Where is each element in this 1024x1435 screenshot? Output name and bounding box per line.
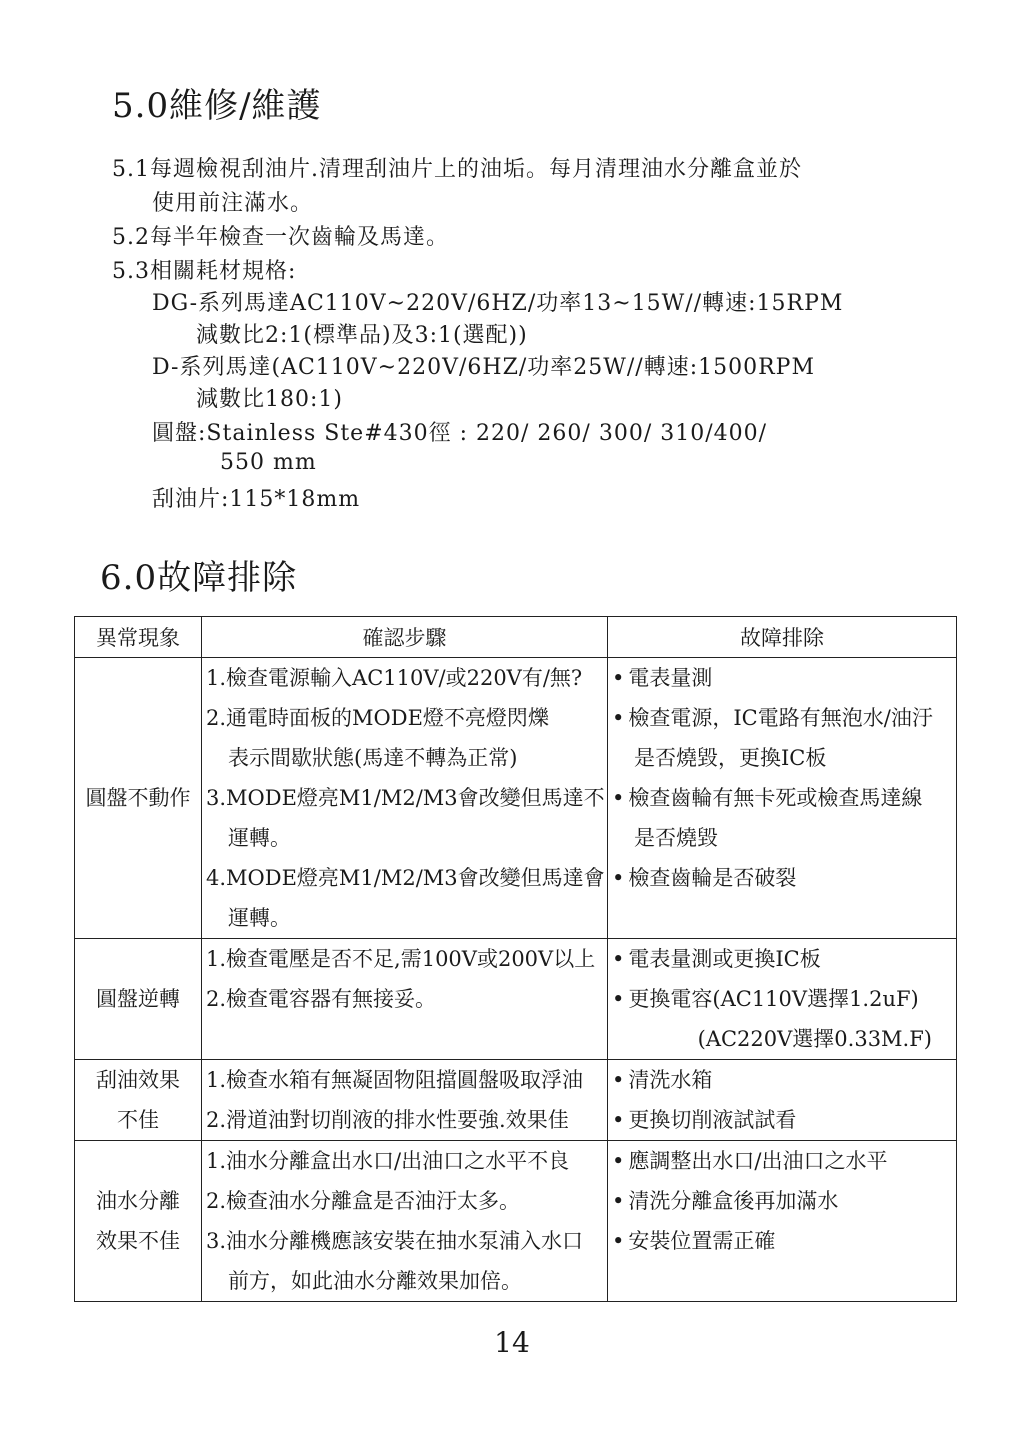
solution-line: 是否燒毀 xyxy=(634,826,718,850)
solution-line: • 檢查齒輪有無卡死或檢查馬達線 xyxy=(608,778,956,818)
solution-line: • 電表量測或更換IC板 xyxy=(608,939,956,979)
solution-line: • 應調整出水口/出油口之水平 xyxy=(608,1141,956,1181)
step-line: 運轉。 xyxy=(228,906,291,930)
step-line: 1.檢查電壓是否不足,需100V或200V以上 xyxy=(206,947,596,971)
steps-cell xyxy=(202,658,608,939)
solution-cell xyxy=(608,939,957,1060)
header-solution: 故障排除 xyxy=(608,617,957,658)
step-line: 4.MODE燈亮M1/M2/M3會改變但馬達會 xyxy=(206,866,605,890)
maintenance-line: 減數比2:1(標準品)及3:1(選配)) xyxy=(196,323,528,348)
step-line: 前方，如此油水分離效果加倍。 xyxy=(228,1269,522,1293)
solution-line: • 檢查齒輪是否破裂 xyxy=(608,858,956,898)
maintenance-line: 使用前注滿水。 xyxy=(152,191,314,216)
steps-cell xyxy=(202,1141,608,1302)
step-line: 1.檢查水箱有無凝固物阻擋圓盤吸取浮油 xyxy=(206,1068,584,1092)
solution-line: • 更換切削液試試看 xyxy=(608,1100,956,1140)
step-line: 表示間歇狀態(馬達不轉為正常) xyxy=(228,746,518,770)
solution-cell xyxy=(608,1060,957,1141)
solution-line: • 安裝位置需正確 xyxy=(608,1221,956,1261)
steps-cell xyxy=(202,939,608,1060)
step-line: 1.油水分離盒出水口/出油口之水平不良 xyxy=(206,1149,570,1173)
table-row xyxy=(75,1141,957,1302)
symptom-text: 圓盤逆轉 xyxy=(96,987,180,1011)
symptom-cell xyxy=(75,1060,202,1141)
table-row xyxy=(75,658,957,939)
maintenance-line: 5.1每週檢視刮油片.清理刮油片上的油垢。每月清理油水分離盒並於 xyxy=(112,157,802,182)
table-row xyxy=(75,1060,957,1141)
steps-cell xyxy=(202,1060,608,1141)
symptom-text: 效果不佳 xyxy=(96,1229,180,1253)
maintenance-line: DG-系列馬達AC110V~220V/6HZ/功率13~15W//轉速:15RPM xyxy=(152,291,844,316)
step-line: 1.檢查電源輸入AC110V/或220V有/無? xyxy=(206,666,583,690)
solution-cell xyxy=(608,658,957,939)
step-line: 3.MODE燈亮M1/M2/M3會改變但馬達不 xyxy=(206,786,605,810)
maintenance-line: 5.3相關耗材規格: xyxy=(112,259,297,284)
solution-spacer xyxy=(608,898,956,938)
section-6-title: 6.0故障排除 xyxy=(100,558,298,598)
symptom-cell xyxy=(75,1141,202,1302)
header-steps: 確認步驟 xyxy=(202,617,608,658)
maintenance-line: 減數比180:1) xyxy=(196,387,343,412)
page-number: 14 xyxy=(494,1326,530,1359)
symptom-cell xyxy=(75,939,202,1060)
header-symptom: 異常現象 xyxy=(75,617,202,658)
maintenance-line: 5.2每半年檢查一次齒輪及馬達。 xyxy=(112,225,449,250)
solution-line: • 電表量測 xyxy=(608,658,956,698)
solution-line: 是否燒毀，更換IC板 xyxy=(634,746,827,770)
solution-line: • 更換電容(AC110V選擇1.2uF) xyxy=(608,979,956,1019)
table-header-row xyxy=(75,617,957,658)
symptom-text: 刮油效果 xyxy=(96,1068,180,1092)
maintenance-line: 550 mm xyxy=(220,450,317,475)
step-line: 2.檢查電容器有無接妥。 xyxy=(206,987,437,1011)
symptom-cell xyxy=(75,658,202,939)
maintenance-line: D-系列馬達(AC110V~220V/6HZ/功率25W//轉速:1500RPM xyxy=(152,355,815,380)
solution-line: (AC220V選擇0.33M.F) xyxy=(697,1027,932,1051)
maintenance-line: 圓盤:Stainless Ste#430徑 : 220/ 260/ 300/ 310/400/ xyxy=(152,421,768,446)
step-line: 2.通電時面板的MODE燈不亮燈閃爍 xyxy=(206,706,549,730)
symptom-text: 油水分離 xyxy=(96,1189,180,1213)
solution-line: • 清洗水箱 xyxy=(608,1060,956,1100)
solution-line: • 檢查電源，IC電路有無泡水/油汙 xyxy=(608,698,956,738)
maintenance-line: 刮油片:115*18mm xyxy=(152,487,361,512)
symptom-text: 圓盤不動作 xyxy=(85,786,191,810)
troubleshooting-table xyxy=(74,616,957,1302)
step-line: 2.檢查油水分離盒是否油汙太多。 xyxy=(206,1189,521,1213)
table-row xyxy=(75,939,957,1060)
step-line: 運轉。 xyxy=(228,826,291,850)
solution-spacer xyxy=(608,1261,956,1301)
step-line: 2.滑道油對切削液的排水性要強.效果佳 xyxy=(206,1108,569,1132)
step-spacer xyxy=(202,1019,607,1059)
step-line: 3.油水分離機應該安裝在抽水泵浦入水口 xyxy=(206,1229,584,1253)
solution-cell xyxy=(608,1141,957,1302)
section-5-title: 5.0維修/維護 xyxy=(112,86,322,126)
solution-line: • 清洗分離盒後再加滿水 xyxy=(608,1181,956,1221)
symptom-text: 不佳 xyxy=(117,1108,159,1132)
